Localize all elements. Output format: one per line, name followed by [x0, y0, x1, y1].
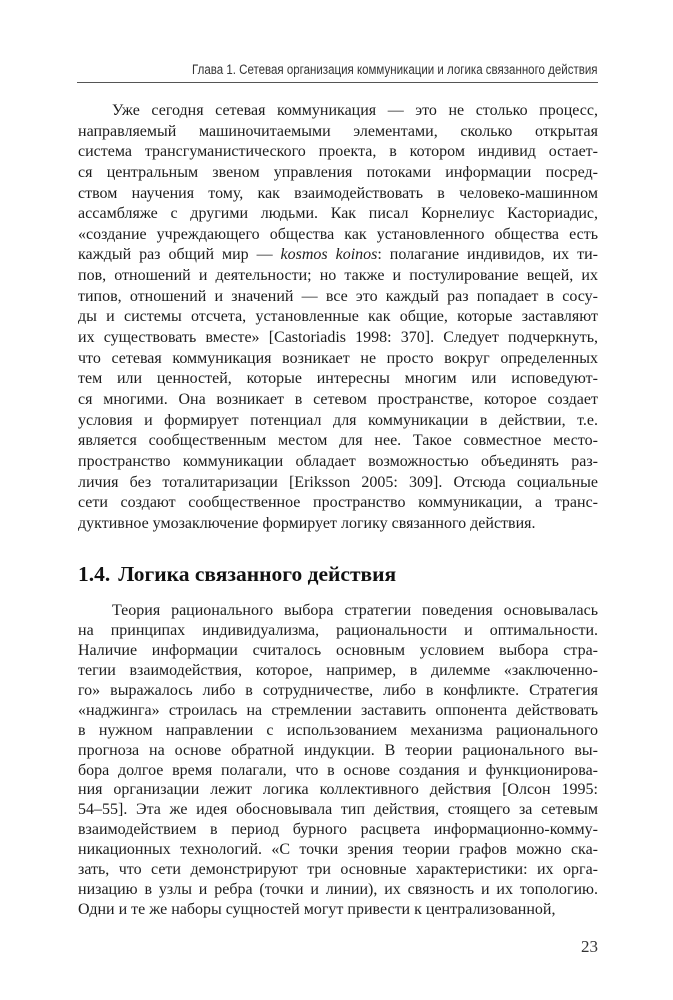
text-line: типов, отношений и значений — все это каждый раз попадает в сосу-	[78, 287, 598, 305]
text-line: тегии взаимодействия, которое, например, в дилемме «заключенно-	[78, 661, 598, 679]
text-line: на принципах индивидуализма, рациональности и оптимальности.	[78, 621, 598, 639]
text-line: ния организации лежит логика коллективного действия [Олсон 1995:	[78, 781, 598, 799]
text-line: ды и системы отсчета, установленные как общие, которые заставляют	[78, 308, 598, 326]
text-line: пространство коммуникации обладает возможностью объединять раз-	[78, 452, 598, 470]
text-line: Уже сегодня сетевая коммуникация — это не столько процесс,	[112, 102, 598, 119]
text-line: сети создают сообщественное пространство коммуникации, а транс-	[78, 494, 598, 512]
header-rule	[77, 82, 598, 83]
text-line: их существовать вместе» [Castoriadis 1998: 370]. Следует подчеркнуть,	[78, 329, 598, 347]
text-line: пов, отношений и деятельности; но также и постулирование вещей, их	[78, 267, 598, 285]
text-line: «наджинга» строилась на стремлении заставить оппонента действовать	[78, 701, 598, 719]
text-line	[78, 245, 598, 266]
text-line: личия без тоталитаризации [Eriksson 2005: 309]. Отсюда социальные	[78, 473, 598, 491]
text-line: является сообщественным местом для нее. Такое совместное место-	[78, 432, 598, 450]
text-line: система трансгуманистического проекта, в котором индивид остает-	[78, 143, 598, 161]
text-line: ся многими. Она возникает в сетевом пространстве, которое создает	[78, 390, 598, 408]
text-line: го» выражалось либо в сотрудничестве, либо в конфликте. Стратегия	[78, 681, 598, 699]
page-number: 23	[581, 937, 598, 956]
text-line: «создание учреждающего общества как установленного общества есть	[78, 225, 598, 243]
section-number: 1.4.	[78, 562, 111, 586]
text-line: никационных технологий. «С точки зрения теории графов можно ска-	[78, 841, 598, 859]
text-line: дуктивное умозаключение формирует логику связанного действия.	[78, 514, 536, 532]
text-line: низацию в узлы и ребра (точки и линии), их связность и их топологию.	[78, 881, 598, 899]
paragraph-2	[78, 601, 598, 920]
text-line: бора долгое время полагали, что в основе создания и функционирова-	[78, 761, 598, 779]
running-head: Глава 1. Сетевая организация коммуникации и логика связанного действия	[192, 62, 598, 77]
text-line: условия и формирует потенциал для коммуникации в действии, т.е.	[78, 411, 598, 429]
text-line: тем или ценностей, которые интересны многим или исповедуют-	[78, 370, 598, 388]
text-line: зать, что сети демонстрируют три основные характеристики: их орга-	[78, 861, 598, 879]
section-heading	[78, 561, 396, 587]
text-line: 54–55]. Эта же идея обосновывала тип действия, стоящего за сетевым	[78, 801, 598, 819]
text-line: ассамбляже с другими людьми. Как писал Корнелиус Касториадис,	[78, 205, 598, 223]
text-line: направляемый машиночитаемыми элементами, сколько открытая	[78, 122, 598, 140]
text-line: ся центральным звеном управления потоками информации посред-	[78, 163, 598, 181]
text-line: ством научения тому, как взаимодействовать в человеко-машинном	[78, 184, 598, 202]
text-line: в нужном направлении с использованием механизма рационального	[78, 721, 598, 739]
text-line: Наличие информации считалось основным условием выбора стра-	[78, 641, 598, 659]
paragraph-1	[78, 101, 598, 534]
section-title: Логика связанного действия	[118, 562, 397, 586]
text-line: что сетевая коммуникация возникает не просто вокруг определенных	[78, 349, 598, 367]
text-line: прогноза на основе обратной индукции. В теории рационального вы-	[78, 741, 598, 759]
text-segment: : полагание индивидов, их ти-	[377, 246, 598, 264]
italic-term: kosmos koinos	[280, 246, 378, 264]
text-line: Теория рационального выбора стратегии поведения основывалась	[112, 602, 598, 619]
text-line: Одни и те же наборы сущностей могут привести к централизованной,	[78, 901, 556, 919]
text-segment: каждый раз общий мир —	[78, 246, 281, 264]
text-line: взаимодействием в период бурного расцвета информационно-комму-	[78, 821, 598, 839]
